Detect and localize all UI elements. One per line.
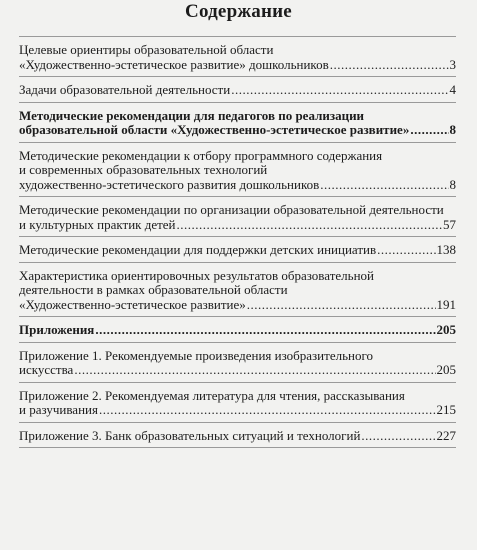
toc-page-number: 215 xyxy=(436,402,456,417)
dot-leader xyxy=(177,218,442,233)
toc-entry-line: Целевые ориентиры образовательной области xyxy=(19,43,274,57)
dot-leader xyxy=(74,363,435,378)
toc-entry xyxy=(19,343,456,383)
toc-entry-last-line xyxy=(19,178,456,193)
toc-entry-text: искусства xyxy=(19,362,74,377)
toc-entry-text: «Художественно-эстетическое развитие» xyxy=(19,296,246,312)
toc-entry xyxy=(19,197,456,237)
toc-entry xyxy=(19,263,456,318)
toc-entry xyxy=(19,237,456,263)
toc-entry-text: и разучивания xyxy=(19,402,98,417)
toc-entry xyxy=(19,143,456,198)
toc-entry xyxy=(19,36,456,77)
toc-entry-text: «Художественно-эстетическое развитие» дошкольников xyxy=(19,56,329,72)
dot-leader xyxy=(247,298,436,313)
toc-entry-last-line xyxy=(19,218,456,233)
dot-leader xyxy=(320,178,448,193)
toc-entry-last-line xyxy=(19,403,456,418)
toc-page-number: 8 xyxy=(449,122,456,137)
toc-entry-last-line xyxy=(19,298,456,313)
toc-entry-last-line xyxy=(19,363,456,378)
toc-entry-line: Методические рекомендации к отбору программного содержания xyxy=(19,148,383,163)
toc-entry-text: образовательной области «Художественно-эстетическое развитие» xyxy=(19,122,410,137)
toc-entry-text: и культурных практик детей xyxy=(19,216,176,232)
toc-entry-text: Приложения xyxy=(19,322,95,337)
dot-leader xyxy=(95,323,435,338)
dot-leader xyxy=(231,83,448,98)
toc-page-number: 205 xyxy=(436,362,456,377)
toc-entry xyxy=(19,423,456,449)
toc-entry-text: Приложение 3. Банк образовательных ситуаций и технологий xyxy=(19,427,361,443)
toc-page-number: 191 xyxy=(436,296,456,312)
toc-entry-line: Методические рекомендации для педагогов по реализации xyxy=(19,108,365,123)
toc-entry-line: деятельности в рамках образовательной области xyxy=(19,283,288,297)
dot-leader xyxy=(330,58,449,73)
toc-entry-last-line xyxy=(19,123,456,138)
toc-entry-line: Приложение 1. Рекомендуемые произведения изобразительного xyxy=(19,348,373,363)
toc-entry-text: Методические рекомендации для поддержки детских инициатив xyxy=(19,242,377,257)
toc-page-number: 8 xyxy=(449,176,456,192)
page-title: Содержание xyxy=(185,1,292,22)
toc-entry-text: Задачи образовательной деятельности xyxy=(19,82,231,97)
toc-entry xyxy=(19,77,456,103)
toc-page-number: 138 xyxy=(436,242,456,257)
toc-entry-last-line xyxy=(19,429,456,444)
toc-page-number: 57 xyxy=(443,216,456,232)
dot-leader xyxy=(410,123,448,138)
toc-entry xyxy=(19,317,456,343)
toc-entry-last-line xyxy=(19,323,456,338)
toc-entry-last-line xyxy=(19,243,456,258)
toc-entry xyxy=(19,383,456,423)
toc-page-number: 4 xyxy=(449,82,456,97)
table-of-contents xyxy=(19,36,456,448)
toc-entry-last-line xyxy=(19,83,456,98)
toc-entry-line: Приложение 2. Рекомендуемая литература для чтения, рассказывания xyxy=(19,388,405,403)
toc-entry xyxy=(19,103,456,143)
toc-entry-line: Характеристика ориентировочных результатов образовательной xyxy=(19,268,374,283)
toc-entry-last-line xyxy=(19,58,456,73)
toc-page-number: 205 xyxy=(436,322,456,337)
toc-entry-line: и современных образовательных технологий xyxy=(19,163,268,177)
toc-page-number: 227 xyxy=(436,427,456,443)
dot-leader xyxy=(377,243,435,258)
toc-entry-line: Методические рекомендации по организации образовательной деятельности xyxy=(19,203,444,217)
dot-leader xyxy=(99,403,436,418)
toc-page-number: 3 xyxy=(449,56,456,72)
dot-leader xyxy=(361,429,435,444)
toc-entry-text: художественно-эстетического развития дошкольников xyxy=(19,176,320,192)
